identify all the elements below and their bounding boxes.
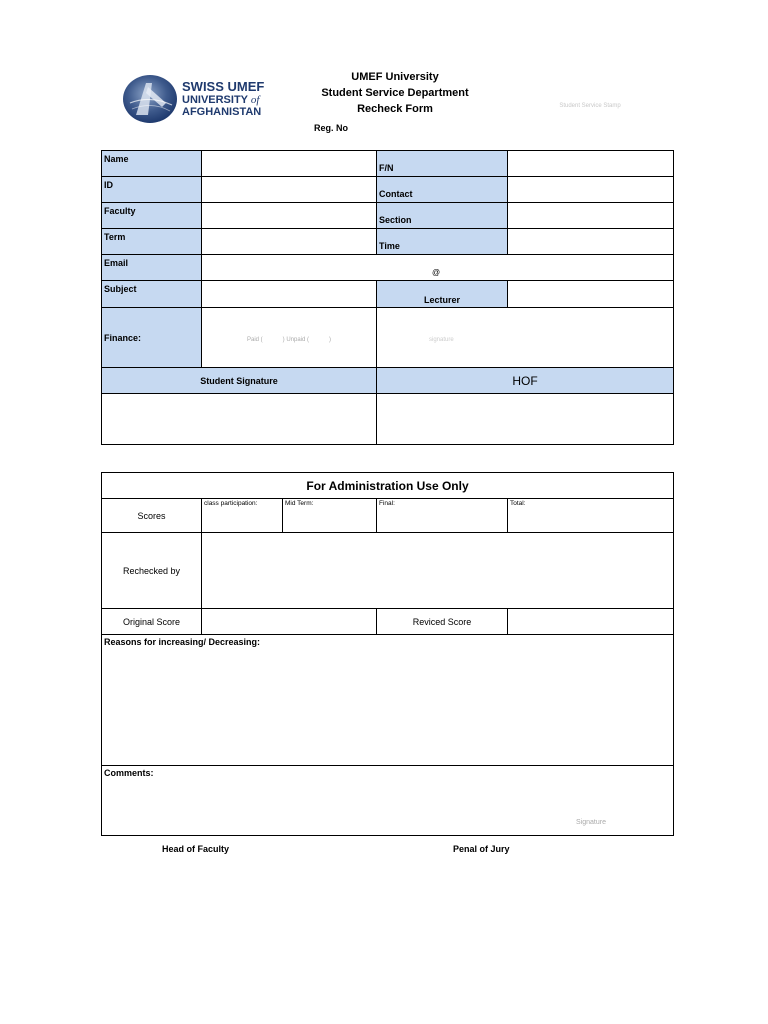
signature-hint: signature bbox=[429, 336, 454, 343]
contact-label: Contact bbox=[377, 177, 508, 203]
head-of-faculty-label: Head of Faculty bbox=[162, 844, 230, 854]
subject-field[interactable] bbox=[202, 281, 377, 308]
student-signature-label: Student Signature bbox=[102, 368, 377, 394]
logo-line-2 bbox=[182, 94, 259, 106]
student-signature-field[interactable] bbox=[102, 394, 377, 445]
section-field[interactable] bbox=[508, 203, 674, 229]
contact-field[interactable] bbox=[508, 177, 674, 203]
lecturer-label: Lecturer bbox=[377, 281, 508, 308]
name-field[interactable] bbox=[202, 151, 377, 177]
faculty-label: Faculty bbox=[102, 203, 202, 229]
reasons-label: Reasons for increasing/ Decreasing: bbox=[104, 637, 261, 647]
reasons-field[interactable] bbox=[102, 635, 674, 766]
comments-field[interactable] bbox=[102, 766, 674, 836]
admin-title: For Administration Use Only bbox=[102, 473, 674, 499]
reviced-score-field[interactable] bbox=[508, 609, 674, 635]
term-field[interactable] bbox=[202, 229, 377, 255]
logo-line-3: AFGHANISTAN bbox=[182, 106, 262, 118]
finance-signature-field[interactable] bbox=[377, 308, 674, 368]
lecturer-field[interactable] bbox=[508, 281, 674, 308]
section-label: Section bbox=[377, 203, 508, 229]
subject-label: Subject bbox=[102, 281, 202, 308]
email-field[interactable] bbox=[202, 255, 674, 281]
rechecked-by-field[interactable] bbox=[202, 533, 674, 609]
mid-term-field[interactable]: Mid Term: bbox=[283, 499, 377, 533]
total-field[interactable]: Total: bbox=[508, 499, 674, 533]
scores-label: Scores bbox=[102, 499, 202, 533]
comments-signature-hint: Signature bbox=[576, 819, 606, 826]
fn-field[interactable] bbox=[508, 151, 674, 177]
logo-line-2b: of bbox=[250, 94, 260, 106]
university-logo bbox=[122, 73, 272, 125]
hof-label: HOF bbox=[377, 368, 674, 394]
penal-of-jury-label: Penal of Jury bbox=[453, 844, 510, 854]
finance-field[interactable] bbox=[202, 308, 377, 368]
student-info-table bbox=[101, 150, 674, 445]
hof-signature-field[interactable] bbox=[377, 394, 674, 445]
fn-label: F/N bbox=[377, 151, 508, 177]
admin-table bbox=[101, 472, 674, 836]
id-label: ID bbox=[102, 177, 202, 203]
original-score-field[interactable] bbox=[202, 609, 377, 635]
finance-options: Paid ( ) Unpaid ( ) bbox=[246, 336, 332, 343]
comments-label: Comments: bbox=[104, 768, 154, 778]
final-field[interactable]: Final: bbox=[377, 499, 508, 533]
email-at-sign: @ bbox=[432, 268, 441, 277]
time-label: Time bbox=[377, 229, 508, 255]
email-label: Email bbox=[102, 255, 202, 281]
header-form-title: Recheck Form bbox=[357, 103, 433, 115]
class-participation-field[interactable]: class participation: bbox=[202, 499, 283, 533]
name-label: Name bbox=[102, 151, 202, 177]
rechecked-by-label: Rechecked by bbox=[102, 533, 202, 609]
original-score-label: Original Score bbox=[102, 609, 202, 635]
time-field[interactable] bbox=[508, 229, 674, 255]
logo-line-2a: UNIVERSITY bbox=[182, 94, 248, 106]
logo-line-1: SWISS UMEF bbox=[182, 79, 265, 94]
term-label: Term bbox=[102, 229, 202, 255]
header-department: Student Service Department bbox=[321, 87, 469, 99]
faculty-field[interactable] bbox=[202, 203, 377, 229]
reg-no-label: Reg. No bbox=[314, 123, 349, 133]
stamp-placeholder: Student Service Stamp bbox=[559, 103, 621, 109]
finance-label: Finance: bbox=[102, 308, 202, 368]
header-university: UMEF University bbox=[351, 71, 439, 83]
reviced-score-label: Reviced Score bbox=[377, 609, 508, 635]
id-field[interactable] bbox=[202, 177, 377, 203]
